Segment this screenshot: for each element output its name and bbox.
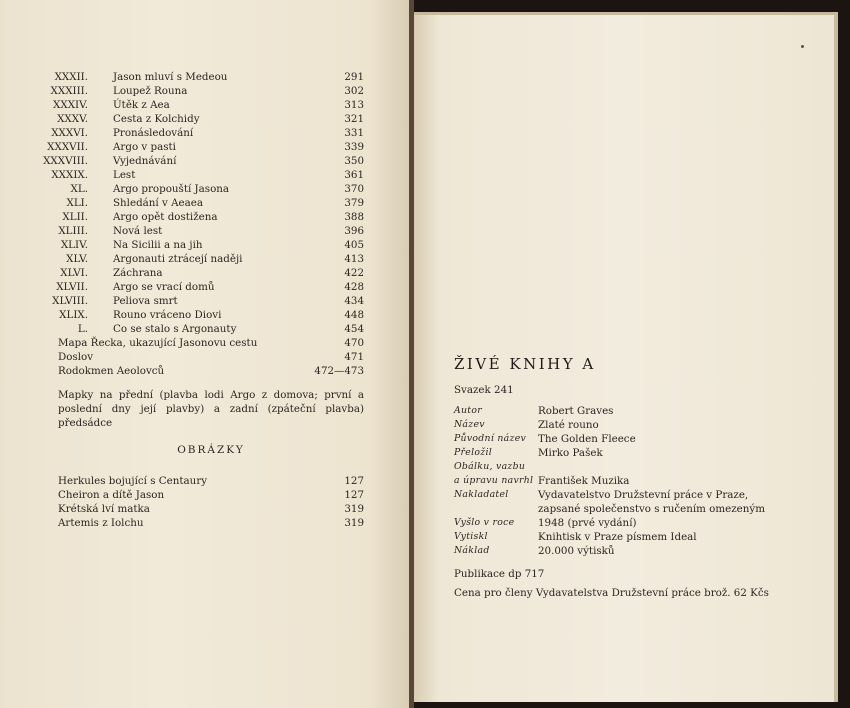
figure-title: Artemis z Iolchu [58,517,144,529]
toc-entry [53,98,364,112]
chapter-title: Nová lest [113,225,163,237]
toc-entry [47,140,364,154]
colophon-value: 1948 (prvé vydání) [538,517,637,529]
figure-entry [58,502,364,516]
right-page [414,12,838,702]
chapter-page: 291 [344,71,364,83]
chapter-number: XXXVIII. [43,155,88,167]
colophon [454,404,814,558]
figure-title: Cheiron a dítě Jason [58,489,165,501]
colophon-designer [454,474,814,488]
chapter-page: 313 [344,99,364,111]
colophon-year [454,516,814,530]
colophon-label: Vytiskl [454,531,488,542]
chapter-title: Na Sicilii a na jih [113,239,203,251]
colophon-print-run [454,544,814,558]
publisher-line: zapsané společenstvo s ručením omezeným [538,503,765,515]
chapter-number: XLVI. [60,267,88,279]
toc-entry [58,252,364,266]
chapter-number: XLVII. [56,281,88,293]
figure-page: 127 [344,475,364,487]
appendix-page: 471 [344,351,364,363]
toc-entry [51,168,364,182]
chapter-number: XXXV. [57,113,88,125]
toc-entry [58,238,364,252]
colophon-publisher [454,488,814,516]
chapter-title: Záchrana [113,267,163,279]
figure-page: 127 [344,489,364,501]
chapter-title: Argo se vrací domů [113,281,215,293]
appendix-title: Doslov [58,351,94,363]
chapter-number: XXXII. [54,71,88,83]
toc-entry [52,294,364,308]
colophon-printer [454,530,814,544]
colophon-value: 20.000 výtisků [538,545,615,557]
appendix-page: 470 [344,337,364,349]
chapter-page: 454 [344,323,364,335]
toc-entry [50,84,364,98]
toc-appendix-entry [58,350,364,364]
chapter-title: Argo opět dostižena [113,211,218,223]
chapter-number: XLIV. [60,239,88,251]
colophon-value: The Golden Fleece [538,433,636,445]
chapter-number: XL. [70,183,88,195]
chapter-page: 388 [344,211,364,223]
chapter-title: Shledání v Aeaea [113,197,203,209]
toc-entry [58,182,364,196]
chapter-number: XXXVI. [51,127,88,139]
appendix-page: 472—473 [314,365,364,377]
chapter-title: Cesta z Kolchidy [113,113,200,125]
appendix-title: Mapa Řecka, ukazující Jasonovu cestu [58,337,258,349]
chapter-title: Co se stalo s Argonauty [113,323,237,335]
figure-title: Krétská lví matka [58,503,150,515]
toc-entry [51,126,364,140]
chapter-title: Jason mluví s Medeou [113,71,228,83]
chapter-number: XLIII. [58,225,88,237]
colophon-label: Přeložil [454,447,493,458]
chapter-number: XXXIX. [51,169,88,181]
chapter-title: Argonauti ztrácejí naději [113,253,243,265]
series-title: ŽIVÉ KNIHY A [454,355,596,373]
chapter-page: 428 [344,281,364,293]
chapter-page: 379 [344,197,364,209]
colophon-value [538,488,814,516]
colophon-empty [538,460,814,474]
figure-entry [58,474,364,488]
chapter-page: 413 [344,253,364,265]
volume-number: Svazek 241 [454,384,514,396]
colophon-label: Autor [454,405,482,416]
toc-entry [58,224,364,238]
chapter-number: XLVIII. [52,295,88,307]
figures-heading: OBRÁZKY [177,444,245,456]
toc-entry [58,112,364,126]
colophon-value: Robert Graves [538,405,614,417]
colophon-label: Vyšlo v roce [454,517,515,528]
chapter-title: Vyjednávání [113,155,177,167]
appendix-title: Rodokmen Aeolovců [58,365,165,377]
publication-number: Publikace dp 717 [454,568,545,580]
chapter-page: 321 [344,113,364,125]
chapter-number: XLIX. [59,309,88,321]
figure-title: Herkules bojující s Centaury [58,475,208,487]
figure-entry [58,488,364,502]
toc-entry [58,280,364,294]
price-line: Cena pro členy Vydavatelstva Družstevní práce brož. 62 Kčs [454,587,769,599]
colophon-cover-label-line [454,460,814,474]
toc-entry [58,322,364,336]
paper-speck [801,45,804,48]
chapter-page: 339 [344,141,364,153]
chapter-number: XLV. [66,253,88,265]
chapter-title: Argo propouští Jasona [113,183,230,195]
colophon-original-title [454,432,814,446]
colophon-label: Název [454,419,485,430]
figure-page: 319 [344,517,364,529]
chapter-page: 396 [344,225,364,237]
chapter-page: 434 [344,295,364,307]
left-page [0,0,409,708]
toc-entry [54,70,364,84]
chapter-page: 448 [344,309,364,321]
chapter-number: XXXVII. [47,141,88,153]
chapter-title: Peliova smrt [113,295,178,307]
chapter-page: 361 [344,169,364,181]
chapter-title: Útěk z Aea [113,99,170,111]
publisher-line: Vydavatelstvo Družstevní práce v Praze, [538,489,749,501]
toc-entry [58,308,364,322]
chapter-number: XXXIII. [50,85,88,97]
colophon-label: Obálku, vazbu [454,461,526,472]
colophon-value: František Muzika [538,475,630,487]
chapter-page: 350 [344,155,364,167]
colophon-label: Náklad [454,545,490,556]
chapter-page: 302 [344,85,364,97]
colophon-label: Původní název [454,433,527,444]
colophon-value: Mirko Pašek [538,447,603,459]
colophon-label: a úpravu navrhl [454,475,534,486]
chapter-title: Pronásledování [113,127,194,139]
toc-entry [43,154,364,168]
figures-list [58,474,364,530]
colophon-value: Zlaté rouno [538,419,599,431]
toc-entry [58,266,364,280]
figure-page: 319 [344,503,364,515]
chapter-number: L. [77,323,88,335]
colophon-title [454,418,814,432]
chapter-number: XXXIV. [53,99,88,111]
chapter-title: Lest [113,169,136,181]
chapter-page: 405 [344,239,364,251]
maps-note: Mapky na přední (plavba lodi Argo z domova; první a poslední dny její plavby) a zadní (zpáteční plavba) předsádce [58,389,364,429]
chapter-number: XLI. [66,197,88,209]
toc-entry [58,210,364,224]
toc-appendix-entry [58,364,364,378]
colophon-translator [454,446,814,460]
chapter-number: XLII. [62,211,88,223]
chapter-title: Rouno vráceno Diovi [113,309,222,321]
chapter-title: Argo v pasti [113,141,176,153]
table-of-contents [43,70,364,378]
toc-appendix-entry [58,336,364,350]
colophon-label: Nakladatel [454,489,509,500]
chapter-page: 331 [344,127,364,139]
colophon-author [454,404,814,418]
figure-entry [58,516,364,530]
toc-entry [58,196,364,210]
chapter-title: Loupež Rouna [113,85,188,97]
colophon-value: Knihtisk v Praze písmem Ideal [538,531,697,543]
chapter-page: 422 [344,267,364,279]
chapter-page: 370 [344,183,364,195]
